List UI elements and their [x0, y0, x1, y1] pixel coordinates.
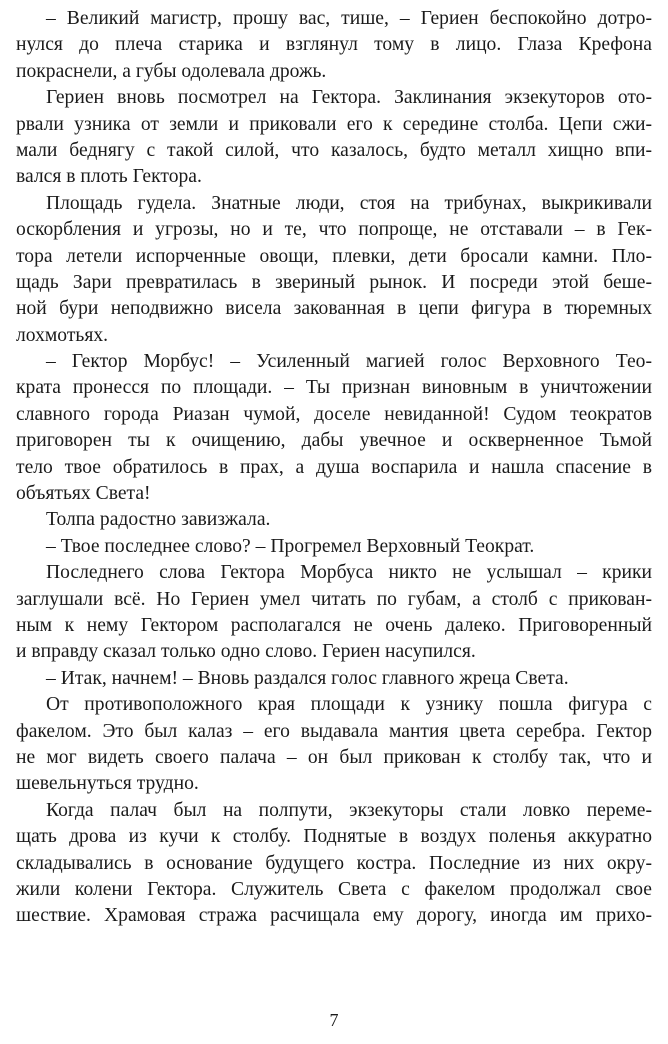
text-line: факелом. Это был калаз – его выдавала мантия цвета серебра. Гектор [16, 720, 652, 742]
text-line: нулся до плеча старика и взглянул тому в лицо. Глаза Крефона [16, 34, 652, 56]
text-line: Последнего слова Гектора Морбуса никто не услышал – крики [46, 562, 652, 584]
text-line: складывались в основание будущего костра. Последние из них окру- [16, 852, 652, 874]
text-line: славного города Риазан чумой, доселе невиданной! Судом теократов [16, 403, 652, 425]
text-line: рвали узника от земли и приковали его к середине столба. Цепи сжи- [16, 113, 652, 135]
text-line: шествие. Храмовая стража расчищала ему дорогу, иногда им прихо- [16, 905, 652, 927]
text-line: щадь Зари превратилась в звериный рынок. И посреди этой беше- [16, 271, 652, 293]
text-line: Площадь гудела. Знатные люди, стоя на трибунах, выкрикивали [46, 192, 652, 214]
text-line: От противоположного края площади к узнику пошла фигура с [46, 694, 652, 716]
text-line: шевельнуться трудно. [16, 773, 199, 795]
text-line: тело твое обратилось в прах, а душа воспарила и нашла спасение в [16, 456, 652, 478]
text-line: – Великий магистр, прошу вас, тише, – Гериен беспокойно дотро- [46, 8, 652, 29]
text-line: оскорбления и угрозы, но и те, что попроще, не отставали – в Гек- [16, 219, 652, 241]
text-line: ной бури неподвижно висела закованная в цепи фигура в тюремных [16, 298, 652, 320]
text-line: щать дрова из кучи к столбу. Поднятые в воздух поленья аккуратно [16, 826, 652, 848]
text-line: лохмотьях. [16, 324, 109, 346]
text-line: покраснели, а губы одолевала дрожь. [16, 60, 327, 82]
text-line: – Итак, начнем! – Вновь раздался голос главного жреца Света. [46, 667, 569, 689]
text-line: Гериен вновь посмотрел на Гектора. Заклинания экзекуторов ото- [46, 87, 652, 109]
text-line: не мог видеть своего палача – он был прикован к столбу так, что и [16, 746, 652, 768]
page-body [16, 6, 652, 930]
text-line: вался в плоть Гектора. [16, 166, 202, 188]
text-line: заглушали всё. Но Гериен умел читать по губам, а столб с прикован- [16, 588, 652, 610]
text-line: объятьях Света! [16, 483, 151, 505]
text-line: жили колени Гектора. Служитель Света с факелом продолжал свое [16, 878, 652, 900]
text-line: тора летели испорченные овощи, плевки, дети бросали камни. Пло- [16, 245, 652, 267]
text-line: мали беднягу с такой силой, что казалось, будто металл хищно впи- [16, 139, 652, 161]
text-line: приговорен ты к очищению, дабы увечное и оскверненное Тьмой [16, 430, 652, 452]
page-number: 7 [329, 1010, 339, 1030]
text-line: Толпа радостно завизжала. [46, 509, 271, 531]
text-line: ным к нему Гектором располагался не очень далеко. Приговоренный [16, 614, 652, 636]
text-line: крата пронесся по площади. – Ты признан виновным в уничтожении [16, 377, 652, 399]
text-line: и вправду сказал только одно слово. Гериен насупился. [16, 641, 476, 663]
text-line: – Твое последнее слово? – Прогремел Верховный Теократ. [46, 535, 535, 557]
text-line: – Гектор Морбус! – Усиленный магией голос Верховного Тео- [46, 351, 652, 373]
text-line: Когда палач был на полпути, экзекуторы стали ловко переме- [46, 799, 652, 821]
